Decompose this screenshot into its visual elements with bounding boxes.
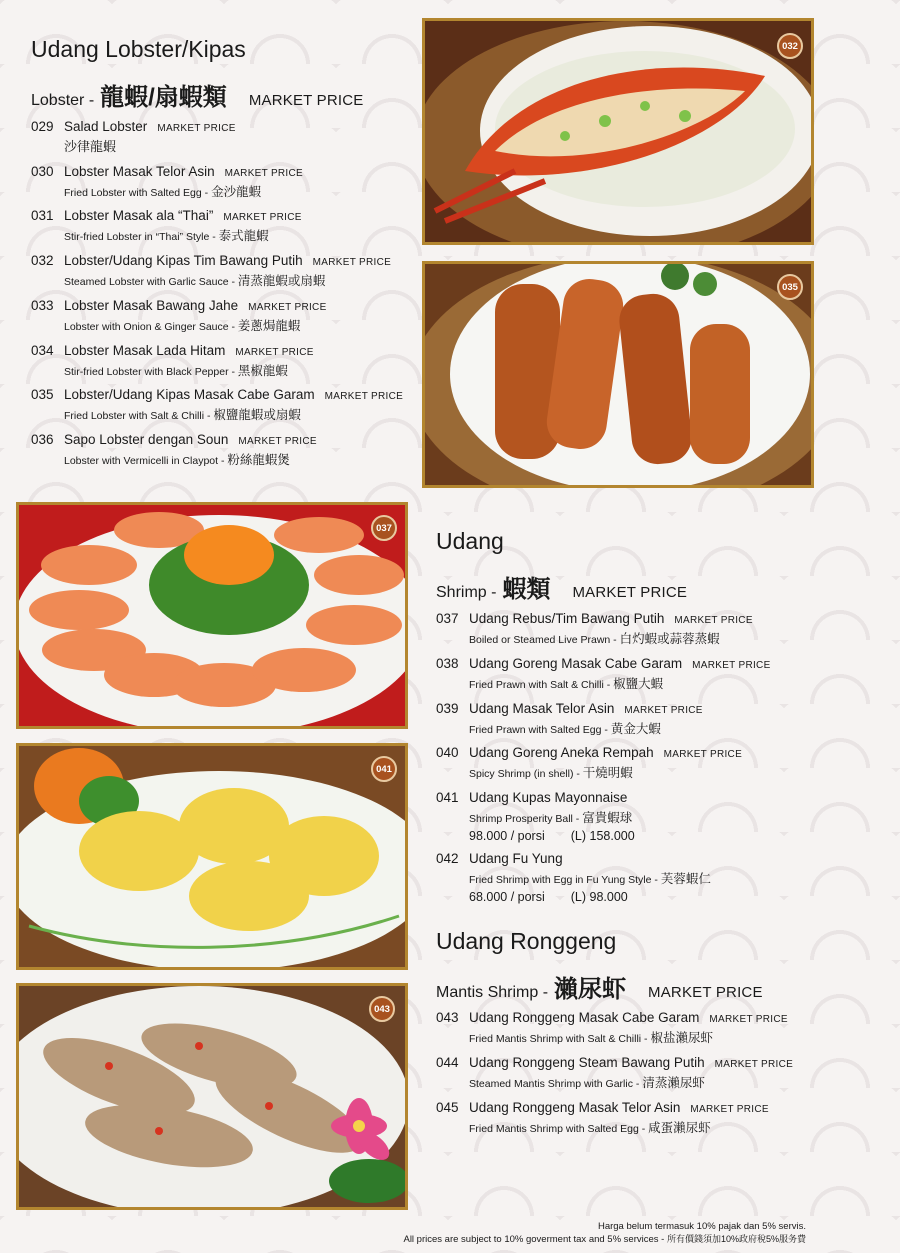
photo-number-badge: 043 [369,996,395,1022]
lobster-salt-chilli-image [425,264,811,485]
item-number: 044 [436,1055,459,1070]
item-prices [469,829,635,843]
lobster-section [31,36,411,112]
item-description: Fried Prawn with Salt & Chilli - 椒鹽大蝦 [469,677,664,691]
item-description: Fried Lobster with Salted Egg - 金沙龍蝦 [64,185,262,199]
item-number: 042 [436,851,459,866]
item-price: MARKET PRICE [714,1059,794,1070]
item-name: Udang Goreng Aneka Rempah [469,745,654,760]
item-price: MARKET PRICE [235,347,314,358]
item-description: Spicy Shrimp (in shell) - 干燒明蝦 [469,766,633,780]
mantis-sub-cn: 瀨尿虾 [554,976,627,1003]
item-description: Stir-fried Lobster in “Thai” Style - 泰式龍蝦 [64,229,269,243]
item-name: Udang Kupas Mayonnaise [469,790,628,805]
item-price: MARKET PRICE [223,212,302,223]
item-name: Udang Goreng Masak Cabe Garam [469,656,683,671]
footnote-line-id: Harga belum termasuk 10% pajak dan 5% servis. [597,1221,806,1232]
lobster-subtitle [31,77,411,112]
item-name: Lobster/Udang Kipas Masak Cabe Garam [64,387,315,402]
item-price: MARKET PRICE [709,1014,788,1025]
shrimp-section [436,528,836,604]
item-number: 029 [31,119,54,134]
lobster-sub-label: Lobster - [31,92,95,109]
item-price: MARKET PRICE [157,123,236,134]
shrimp-menu-list [436,611,876,904]
lobster-salad-image [425,21,811,242]
item-price: MARKET PRICE [674,615,753,626]
item-description: Lobster with Onion & Ginger Sauce - 姜蔥焗龍蝦 [64,319,301,333]
item-price: MARKET PRICE [624,705,703,716]
photo-number-badge: 037 [371,515,397,541]
item-number: 035 [31,387,54,402]
mantis-sub-label: Mantis Shrimp - [436,984,549,1001]
photo-boiled-prawn [16,502,408,729]
item-number: 034 [31,343,54,358]
item-name: Lobster Masak Telor Asin [64,164,215,179]
mantis-subtitle [436,969,856,1004]
photo-lobster-salad [422,18,814,245]
item-name: Udang Masak Telor Asin [469,701,615,716]
item-name: Udang Ronggeng Steam Bawang Putih [469,1055,705,1070]
item-description: Stir-fried Lobster with Black Pepper - 黑椒龍蝦 [64,364,288,378]
item-name: Lobster/Udang Kipas Tim Bawang Putih [64,253,303,268]
photo-mantis-shrimp [16,983,408,1210]
mayonnaise-shrimp-image [19,746,405,967]
mantis-menu-list [436,1010,876,1140]
price-porsi: 68.000 / porsi [469,890,545,904]
price-porsi: 98.000 / porsi [469,829,545,843]
item-number: 032 [31,253,54,268]
item-number: 043 [436,1010,459,1025]
mantis-shrimp-image [19,986,405,1207]
item-description: Fried Mantis Shrimp with Salted Egg - 咸蛋瀨尿虾 [469,1121,711,1135]
lobster-section-title: Udang Lobster/Kipas [31,36,246,62]
item-name: Lobster Masak Bawang Jahe [64,298,239,313]
item-price: MARKET PRICE [238,436,317,447]
photo-number-badge: 032 [777,33,803,59]
item-price: MARKET PRICE [663,749,743,760]
item-chinese-name: 沙律龍蝦 [64,139,117,154]
item-name: Udang Ronggeng Masak Telor Asin [469,1100,681,1115]
item-number: 037 [436,611,459,626]
item-number: 036 [31,432,54,447]
item-description: Fried Lobster with Salt & Chilli - 椒鹽龍蝦或扇蝦 [64,408,301,422]
shrimp-sub-price: MARKET PRICE [572,584,688,601]
item-description: Steamed Lobster with Garlic Sauce - 清蒸龍蝦或扇蝦 [64,274,326,288]
item-description: Fried Shrimp with Egg in Fu Yung Style - 芙蓉蝦仁 [469,872,711,886]
shrimp-sub-label: Shrimp - [436,584,497,601]
price-large: (L) 158.000 [570,829,635,843]
item-name: Sapo Lobster dengan Soun [64,432,229,447]
price-large: (L) 98.000 [570,890,628,904]
photo-number-badge: 041 [371,756,397,782]
item-number: 033 [31,298,54,313]
shrimp-sub-cn: 蝦類 [502,576,551,603]
item-number: 030 [31,164,54,179]
item-number: 045 [436,1100,459,1115]
item-name: Lobster Masak Lada Hitam [64,343,226,358]
lobster-menu-list [31,119,421,469]
item-name: Udang Ronggeng Masak Cabe Garam [469,1010,700,1025]
item-number: 041 [436,790,459,805]
mantis-section-title: Udang Ronggeng [436,928,617,954]
boiled-prawn-image [19,505,405,726]
item-name: Udang Fu Yung [469,851,563,866]
shrimp-section-title: Udang [436,528,504,554]
mantis-sub-price: MARKET PRICE [648,984,763,1001]
photo-lobster-salt-chilli [422,261,814,488]
item-price: MARKET PRICE [324,391,404,402]
item-description: Fried Prawn with Salted Egg - 黄金大蝦 [469,722,661,736]
item-description: Steamed Mantis Shrimp with Garlic - 清蒸瀨尿虾 [469,1076,705,1090]
item-name: Salad Lobster [64,119,148,134]
item-name: Udang Rebus/Tim Bawang Putih [469,611,665,626]
item-price: MARKET PRICE [224,168,304,179]
item-description: Shrimp Prosperity Ball - 富貴蝦球 [469,811,633,825]
shrimp-subtitle [436,569,836,604]
price-footnote [403,1220,806,1246]
item-number: 031 [31,208,54,223]
item-prices [469,890,711,904]
item-name: Lobster Masak ala “Thai” [64,208,214,223]
item-description: Lobster with Vermicelli in Claypot - 粉絲龍蝦煲 [64,453,290,467]
mantis-section [436,928,856,1004]
item-description: Boiled or Steamed Live Prawn - 白灼蝦或蒜蓉蒸蝦 [469,632,720,646]
lobster-sub-cn: 龍蝦/扇蝦類 [100,84,227,111]
item-price: MARKET PRICE [692,660,771,671]
item-price: MARKET PRICE [312,257,392,268]
item-price: MARKET PRICE [690,1104,769,1115]
item-price: MARKET PRICE [248,302,327,313]
item-number: 039 [436,701,459,716]
lobster-sub-price: MARKET PRICE [248,92,364,109]
item-number: 038 [436,656,459,671]
photo-number-badge: 035 [777,274,803,300]
photo-mayonnaise-shrimp [16,743,408,970]
footnote-line-en: All prices are subject to 10% goverment tax and 5% services - 所有價錢須加10%政府稅5%服务費 [403,1234,806,1245]
item-description: Fried Mantis Shrimp with Salt & Chilli - 椒盐瀨尿虾 [469,1031,713,1045]
item-number: 040 [436,745,459,760]
